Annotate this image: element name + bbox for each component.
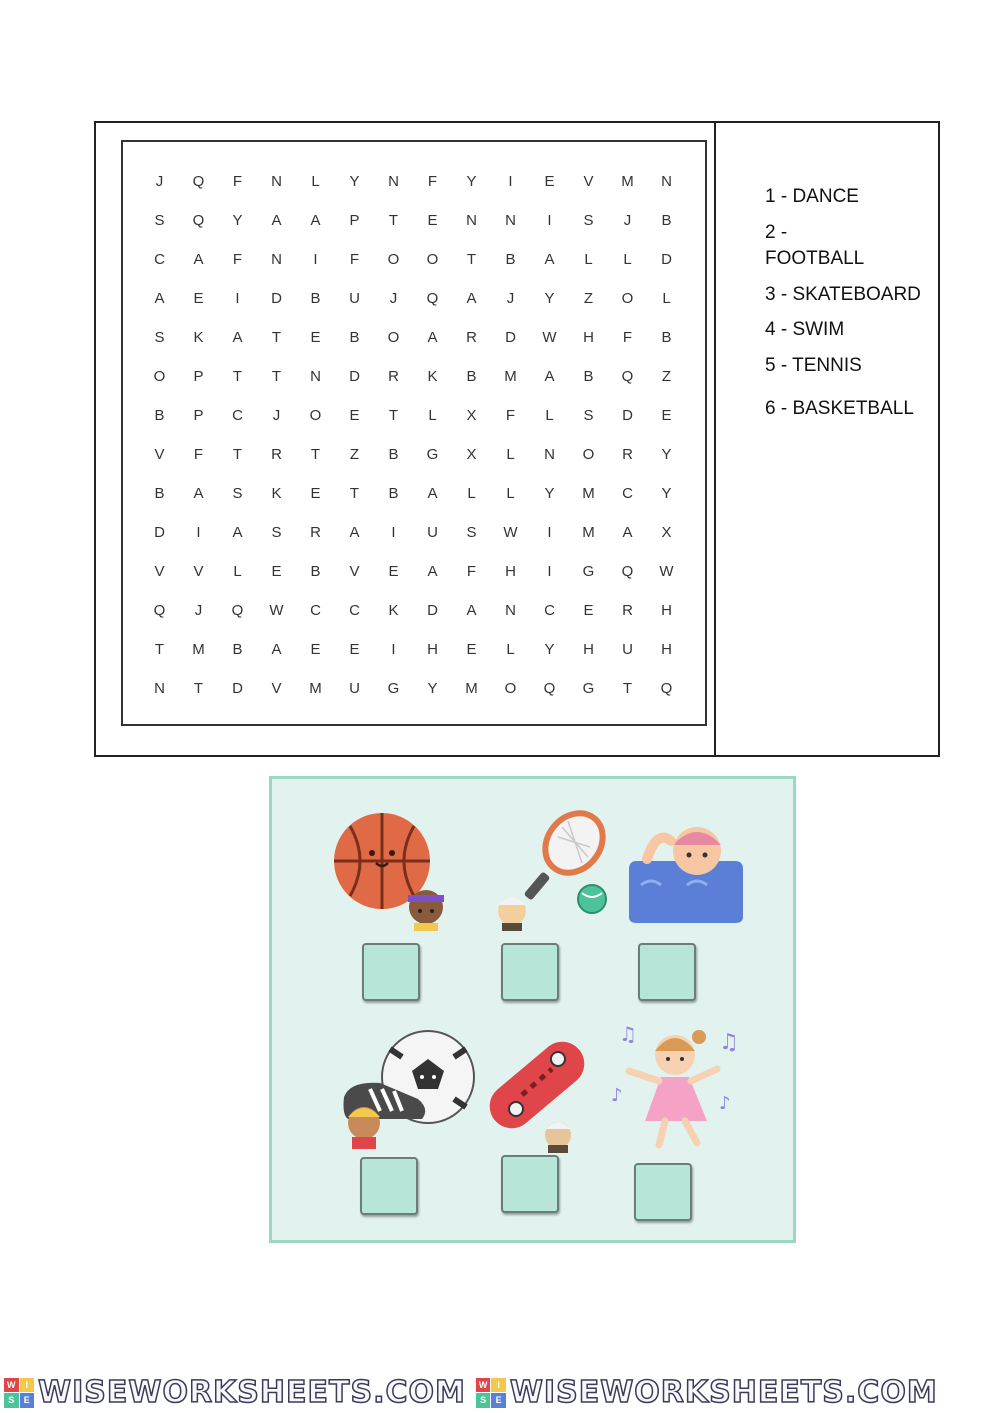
- grid-letter[interactable]: T: [154, 641, 165, 658]
- grid-letter[interactable]: J: [389, 290, 398, 307]
- grid-letter[interactable]: B: [154, 485, 165, 502]
- grid-letter[interactable]: X: [466, 446, 477, 463]
- grid-letter[interactable]: L: [662, 290, 671, 307]
- football-icon: [340, 1027, 475, 1152]
- grid-letter[interactable]: M: [582, 524, 595, 541]
- grid-letter[interactable]: A: [427, 485, 438, 502]
- grid-letter[interactable]: B: [388, 485, 399, 502]
- grid-letter[interactable]: Y: [427, 680, 438, 697]
- grid-letter[interactable]: A: [466, 602, 477, 619]
- answer-box-1[interactable]: [362, 943, 420, 1001]
- grid-letter[interactable]: A: [544, 251, 555, 268]
- grid-letter[interactable]: A: [193, 485, 204, 502]
- grid-letter[interactable]: L: [623, 251, 632, 268]
- grid-letter[interactable]: E: [310, 641, 321, 658]
- word-item-1: 1 - DANCE: [765, 186, 859, 207]
- grid-letter[interactable]: F: [232, 251, 243, 268]
- grid-letter[interactable]: S: [154, 212, 165, 229]
- grid-letter[interactable]: K: [427, 368, 438, 385]
- grid-letter[interactable]: M: [504, 368, 517, 385]
- grid-letter[interactable]: E: [310, 485, 321, 502]
- grid-letter[interactable]: J: [155, 173, 164, 190]
- swimming-icon: [627, 819, 747, 929]
- grid-letter[interactable]: M: [465, 680, 478, 697]
- grid-letter[interactable]: L: [428, 407, 437, 424]
- grid-letter[interactable]: V: [193, 563, 204, 580]
- grid-letter[interactable]: A: [427, 563, 438, 580]
- grid-letter[interactable]: G: [582, 563, 595, 580]
- grid-letter[interactable]: J: [194, 602, 203, 619]
- grid-letter[interactable]: C: [544, 602, 555, 619]
- grid-letter[interactable]: U: [427, 524, 438, 541]
- grid-letter[interactable]: E: [661, 407, 672, 424]
- grid-letter[interactable]: D: [232, 680, 243, 697]
- grid-letter[interactable]: I: [547, 212, 552, 229]
- grid-letter[interactable]: M: [582, 485, 595, 502]
- grid-letter[interactable]: N: [505, 602, 516, 619]
- grid-letter[interactable]: A: [154, 290, 165, 307]
- grid-letter[interactable]: R: [388, 368, 399, 385]
- grid-letter[interactable]: E: [544, 173, 555, 190]
- grid-letter[interactable]: S: [583, 212, 594, 229]
- grid-letter[interactable]: L: [545, 407, 554, 424]
- grid-letter[interactable]: K: [271, 485, 282, 502]
- grid-letter[interactable]: N: [271, 173, 282, 190]
- word-item-6: 6 - BASKETBALL: [765, 398, 914, 419]
- grid-letter[interactable]: G: [387, 680, 400, 697]
- grid-letter[interactable]: L: [506, 641, 515, 658]
- grid-letter[interactable]: B: [310, 563, 321, 580]
- grid-letter[interactable]: Q: [660, 680, 673, 697]
- svg-text:♫: ♫: [619, 1022, 637, 1046]
- grid-letter[interactable]: E: [310, 329, 321, 346]
- grid-letter[interactable]: D: [154, 524, 165, 541]
- word-item-2: 2 - FOOTBALL: [765, 222, 865, 269]
- grid-letter[interactable]: E: [466, 641, 477, 658]
- grid-letter[interactable]: L: [311, 173, 320, 190]
- grid-letter[interactable]: S: [466, 524, 477, 541]
- word-item-4: 4 - SWIM: [765, 319, 845, 340]
- grid-letter[interactable]: D: [661, 251, 672, 268]
- grid-letter[interactable]: T: [232, 446, 243, 463]
- grid-letter[interactable]: N: [466, 212, 477, 229]
- grid-letter[interactable]: A: [232, 329, 243, 346]
- grid-letter[interactable]: L: [233, 563, 242, 580]
- grid-letter[interactable]: G: [582, 680, 595, 697]
- grid-letter[interactable]: A: [310, 212, 321, 229]
- grid-letter[interactable]: B: [466, 368, 477, 385]
- grid-letter[interactable]: O: [153, 368, 166, 385]
- grid-letter[interactable]: A: [232, 524, 243, 541]
- grid-letter[interactable]: Y: [349, 173, 360, 190]
- grid-letter[interactable]: N: [310, 368, 321, 385]
- grid-letter[interactable]: Q: [153, 602, 166, 619]
- grid-letter[interactable]: O: [621, 290, 634, 307]
- grid-letter[interactable]: Y: [544, 290, 555, 307]
- grid-letter[interactable]: E: [271, 563, 282, 580]
- grid-letter[interactable]: C: [232, 407, 243, 424]
- grid-letter[interactable]: Q: [231, 602, 244, 619]
- grid-letter[interactable]: Q: [621, 563, 634, 580]
- brand-logo-1: W I S E WISEWORKSHEETS.COM: [4, 1375, 466, 1410]
- grid-letter[interactable]: R: [466, 329, 477, 346]
- grid-letter[interactable]: Y: [466, 173, 477, 190]
- grid-letter[interactable]: L: [467, 485, 476, 502]
- grid-letter[interactable]: R: [310, 524, 321, 541]
- grid-letter[interactable]: A: [622, 524, 633, 541]
- grid-letter[interactable]: H: [661, 641, 672, 658]
- grid-letter[interactable]: V: [271, 680, 282, 697]
- grid-letter[interactable]: B: [505, 251, 516, 268]
- grid-letter[interactable]: K: [388, 602, 399, 619]
- grid-letter[interactable]: Q: [621, 368, 634, 385]
- dance-icon: [607, 1021, 747, 1151]
- grid-letter[interactable]: W: [269, 602, 284, 619]
- grid-letter[interactable]: O: [504, 680, 517, 697]
- grid-letter[interactable]: T: [232, 368, 243, 385]
- answer-box-4[interactable]: [360, 1157, 418, 1215]
- grid-letter[interactable]: R: [622, 602, 633, 619]
- grid-letter[interactable]: F: [193, 446, 204, 463]
- grid-letter[interactable]: F: [349, 251, 360, 268]
- grid-letter[interactable]: D: [427, 602, 438, 619]
- grid-letter[interactable]: R: [622, 446, 633, 463]
- grid-letter[interactable]: H: [583, 329, 594, 346]
- grid-letter[interactable]: B: [154, 407, 165, 424]
- grid-letter[interactable]: N: [544, 446, 555, 463]
- svg-text:♫: ♫: [719, 1030, 739, 1055]
- grid-letter[interactable]: U: [349, 680, 360, 697]
- grid-letter[interactable]: N: [388, 173, 399, 190]
- grid-letter[interactable]: I: [313, 251, 318, 268]
- grid-letter[interactable]: A: [271, 641, 282, 658]
- answer-box-2[interactable]: [501, 943, 559, 1001]
- grid-letter[interactable]: A: [544, 368, 555, 385]
- grid-letter[interactable]: C: [154, 251, 165, 268]
- grid-letter[interactable]: H: [661, 602, 672, 619]
- grid-letter[interactable]: E: [349, 407, 360, 424]
- grid-letter[interactable]: L: [506, 485, 515, 502]
- grid-letter[interactable]: O: [387, 329, 400, 346]
- grid-letter[interactable]: Y: [232, 212, 243, 229]
- grid-letter[interactable]: B: [349, 329, 360, 346]
- grid-letter[interactable]: M: [192, 641, 205, 658]
- word-item-5: 5 - TENNIS: [765, 355, 862, 376]
- brand-mark-icon: W I S E: [4, 1378, 34, 1408]
- grid-letter[interactable]: C: [310, 602, 321, 619]
- grid-letter[interactable]: O: [426, 251, 439, 268]
- grid-letter[interactable]: I: [508, 173, 513, 190]
- basketball-icon: [332, 811, 452, 931]
- grid-letter[interactable]: Z: [349, 446, 360, 463]
- word-item-3: 3 - SKATEBOARD: [765, 284, 921, 305]
- grid-letter[interactable]: K: [193, 329, 204, 346]
- skateboard-icon: [472, 1029, 592, 1154]
- answer-box-6[interactable]: [634, 1163, 692, 1221]
- svg-text:♪: ♪: [719, 1093, 731, 1114]
- grid-letter[interactable]: T: [349, 485, 360, 502]
- grid-letter[interactable]: H: [427, 641, 438, 658]
- grid-letter[interactable]: J: [623, 212, 632, 229]
- grid-letter[interactable]: O: [387, 251, 400, 268]
- grid-letter[interactable]: Y: [544, 641, 555, 658]
- grid-letter[interactable]: I: [391, 641, 396, 658]
- grid-letter[interactable]: D: [505, 329, 516, 346]
- grid-letter[interactable]: B: [310, 290, 321, 307]
- svg-text:♪: ♪: [611, 1085, 623, 1106]
- grid-letter[interactable]: S: [583, 407, 594, 424]
- grid-letter[interactable]: J: [506, 290, 515, 307]
- grid-letter[interactable]: B: [661, 329, 672, 346]
- grid-letter[interactable]: E: [427, 212, 438, 229]
- grid-letter[interactable]: U: [349, 290, 360, 307]
- grid-letter[interactable]: W: [503, 524, 518, 541]
- grid-letter[interactable]: V: [154, 563, 165, 580]
- grid-letter[interactable]: E: [349, 641, 360, 658]
- grid-letter[interactable]: M: [621, 173, 634, 190]
- grid-letter[interactable]: H: [505, 563, 516, 580]
- grid-letter[interactable]: D: [622, 407, 633, 424]
- grid-letter[interactable]: B: [661, 212, 672, 229]
- grid-letter[interactable]: F: [622, 329, 633, 346]
- grid-letter[interactable]: W: [659, 563, 674, 580]
- grid-letter[interactable]: J: [272, 407, 281, 424]
- grid-letter[interactable]: D: [349, 368, 360, 385]
- grid-letter[interactable]: Z: [661, 368, 672, 385]
- grid-letter[interactable]: P: [193, 407, 204, 424]
- grid-letter[interactable]: Z: [583, 290, 594, 307]
- footer-watermark: [0, 1372, 1000, 1413]
- grid-letter[interactable]: Q: [192, 212, 205, 229]
- grid-letter[interactable]: A: [427, 329, 438, 346]
- answer-box-5[interactable]: [501, 1155, 559, 1213]
- grid-letter[interactable]: F: [505, 407, 516, 424]
- grid-letter[interactable]: N: [661, 173, 672, 190]
- grid-letter[interactable]: I: [391, 524, 396, 541]
- brand-mark-icon: W I S E: [476, 1378, 506, 1408]
- grid-letter[interactable]: X: [466, 407, 477, 424]
- grid-letter[interactable]: F: [232, 173, 243, 190]
- grid-letter[interactable]: A: [466, 290, 477, 307]
- grid-letter[interactable]: Q: [192, 173, 205, 190]
- grid-letter[interactable]: O: [582, 446, 595, 463]
- grid-letter[interactable]: Y: [661, 485, 672, 502]
- grid-letter[interactable]: I: [235, 290, 240, 307]
- grid-letter[interactable]: P: [193, 368, 204, 385]
- grid-letter[interactable]: M: [309, 680, 322, 697]
- grid-letter[interactable]: C: [622, 485, 633, 502]
- grid-letter[interactable]: N: [154, 680, 165, 697]
- grid-letter[interactable]: T: [193, 680, 204, 697]
- grid-letter[interactable]: C: [349, 602, 360, 619]
- grid-letter[interactable]: T: [388, 407, 399, 424]
- grid-letter[interactable]: L: [506, 446, 515, 463]
- grid-letter[interactable]: A: [349, 524, 360, 541]
- grid-letter[interactable]: I: [547, 524, 552, 541]
- grid-letter[interactable]: S: [154, 329, 165, 346]
- grid-letter[interactable]: V: [349, 563, 360, 580]
- grid-letter[interactable]: I: [547, 563, 552, 580]
- grid-letter[interactable]: V: [154, 446, 165, 463]
- grid-letter[interactable]: R: [271, 446, 282, 463]
- grid-letter[interactable]: A: [193, 251, 204, 268]
- grid-letter[interactable]: D: [271, 290, 282, 307]
- grid-letter[interactable]: S: [232, 485, 243, 502]
- grid-letter[interactable]: H: [583, 641, 594, 658]
- grid-letter[interactable]: Y: [544, 485, 555, 502]
- grid-letter[interactable]: G: [426, 446, 439, 463]
- grid-letter[interactable]: E: [388, 563, 399, 580]
- grid-letter[interactable]: U: [622, 641, 633, 658]
- grid-letter[interactable]: S: [271, 524, 282, 541]
- grid-letter[interactable]: O: [309, 407, 322, 424]
- grid-letter[interactable]: V: [583, 173, 594, 190]
- grid-letter[interactable]: E: [193, 290, 204, 307]
- grid-letter[interactable]: B: [388, 446, 399, 463]
- grid-letter[interactable]: Y: [661, 446, 672, 463]
- letter-grid[interactable]: [140, 162, 686, 708]
- grid-letter[interactable]: W: [542, 329, 557, 346]
- grid-letter[interactable]: T: [466, 251, 477, 268]
- grid-letter[interactable]: T: [310, 446, 321, 463]
- grid-letter[interactable]: L: [584, 251, 593, 268]
- grid-letter[interactable]: B: [232, 641, 243, 658]
- answer-box-3[interactable]: [638, 943, 696, 1001]
- grid-letter[interactable]: E: [583, 602, 594, 619]
- grid-letter[interactable]: A: [271, 212, 282, 229]
- grid-letter[interactable]: Q: [543, 680, 556, 697]
- picture-panel: [269, 776, 796, 1243]
- grid-letter[interactable]: X: [661, 524, 672, 541]
- grid-letter[interactable]: N: [505, 212, 516, 229]
- grid-letter[interactable]: P: [349, 212, 360, 229]
- grid-letter[interactable]: T: [622, 680, 633, 697]
- grid-letter[interactable]: F: [466, 563, 477, 580]
- grid-letter[interactable]: Q: [426, 290, 439, 307]
- grid-letter[interactable]: T: [271, 329, 282, 346]
- tennis-icon: [492, 807, 617, 932]
- frame-divider: [714, 121, 716, 757]
- grid-letter[interactable]: F: [427, 173, 438, 190]
- grid-letter[interactable]: N: [271, 251, 282, 268]
- brand-logo-2: W I S E WISEWORKSHEETS.COM: [476, 1375, 938, 1410]
- grid-letter[interactable]: T: [271, 368, 282, 385]
- grid-letter[interactable]: I: [196, 524, 201, 541]
- grid-letter[interactable]: B: [583, 368, 594, 385]
- grid-letter[interactable]: T: [388, 212, 399, 229]
